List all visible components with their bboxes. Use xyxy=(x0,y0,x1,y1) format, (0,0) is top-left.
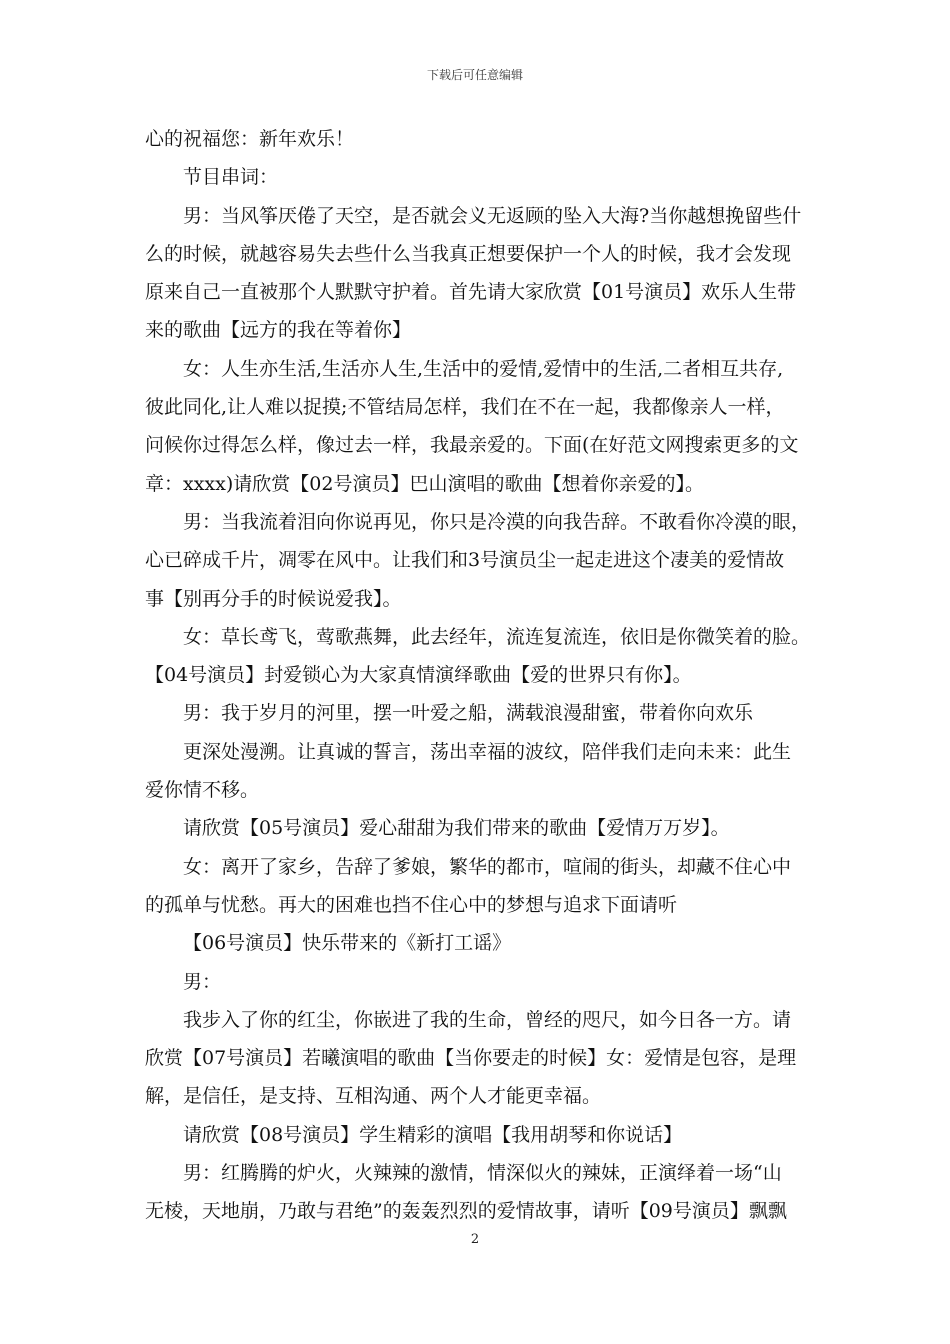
text-line: 解，是信任，是支持、互相沟通、两个人才能更幸福。 xyxy=(145,1085,602,1108)
text-line: 男：当风筝厌倦了天空，是否就会义无返顾的坠入大海?当你越想挽留些什 xyxy=(183,204,802,227)
page-header: 下载后可任意编辑 xyxy=(426,68,523,82)
text-line: 么的时候，就越容易失去些什么当我真正想要保护一个人的时候，我才会发现 xyxy=(145,242,792,265)
text-line: 请欣赏【05号演员】爱心甜甜为我们带来的歌曲【爱情万万岁】。 xyxy=(183,817,730,840)
text-line: 爱你情不移。 xyxy=(145,779,260,802)
text-line: 无棱，天地崩，乃敢与君绝”的轰轰烈烈的爱情故事，请听【09号演员】飘飘 xyxy=(145,1200,787,1223)
text-line: 节目串词： xyxy=(183,166,279,189)
text-line: 男：我于岁月的河里，摆一叶爱之船，满载浪漫甜蜜，带着你向欢乐 xyxy=(183,702,754,725)
text-line: 男：红腾腾的炉火，火辣辣的激情，情深似火的辣妹，正演绎着一场“山 xyxy=(183,1162,782,1185)
document-body xyxy=(145,120,810,1231)
text-line: 【06号演员】快乐带来的《新打工谣》 xyxy=(183,932,512,955)
text-line: 的孤单与忧愁。再大的困难也挡不住心中的梦想与追求下面请听 xyxy=(145,893,678,916)
text-line: 女：草长鸢飞，莺歌燕舞，此去经年，流连复流连，依旧是你微笑着的脸。 xyxy=(183,625,810,648)
text-line: 请欣赏【08号演员】学生精彩的演唱【我用胡琴和你说话】 xyxy=(183,1123,683,1146)
text-line: 更深处漫溯。让真诚的誓言，荡出幸福的波纹，陪伴我们走向未来：此生 xyxy=(183,740,792,763)
text-line: 男： xyxy=(183,970,222,993)
text-line: 章：xxxx)请欣赏【02号演员】巴山演唱的歌曲【想着你亲爱的】。 xyxy=(145,472,704,495)
text-line: 欣赏【07号演员】若曦演唱的歌曲【当你要走的时候】女：爱情是包容，是理 xyxy=(145,1047,797,1070)
text-line: 女：人生亦生活,生活亦人生,生活中的爱情,爱情中的生活,二者相互共存, xyxy=(183,357,784,380)
text-line: 男：当我流着泪向你说再见，你只是冷漠的向我告辞。不敢看你冷漠的眼， xyxy=(183,510,810,533)
text-line: 事【别再分手的时候说爱我】。 xyxy=(145,587,402,610)
text-line: 原来自己一直被那个人默默守护着。首先请大家欣赏【01号演员】欢乐人生带 xyxy=(145,281,797,304)
text-line: 心的祝福您：新年欢乐！ xyxy=(145,128,355,150)
text-line: 彼此同化,让人难以捉摸;不管结局怎样，我们在不在一起，我都像亲人一样， xyxy=(145,396,785,419)
text-line: 女：离开了家乡，告辞了爹娘，繁华的都市，喧闹的街头，却藏不住心中 xyxy=(183,855,792,878)
text-line: 心已碎成千片，凋零在风中。让我们和3号演员尘一起走进这个凄美的爱情故 xyxy=(145,549,785,572)
text-line: 我步入了你的红尘，你嵌进了我的生命，曾经的咫尺，如今日各一方。请 xyxy=(183,1008,792,1031)
page-number: 2 xyxy=(470,1232,480,1247)
text-line: 来的歌曲【远方的我在等着你】 xyxy=(145,319,412,342)
text-line: 【04号演员】封爱锁心为大家真情演绎歌曲【爱的世界只有你】。 xyxy=(145,664,692,687)
text-line: 问候你过得怎么样，像过去一样，我最亲爱的。下面(在好范文网搜索更多的文 xyxy=(145,434,799,457)
